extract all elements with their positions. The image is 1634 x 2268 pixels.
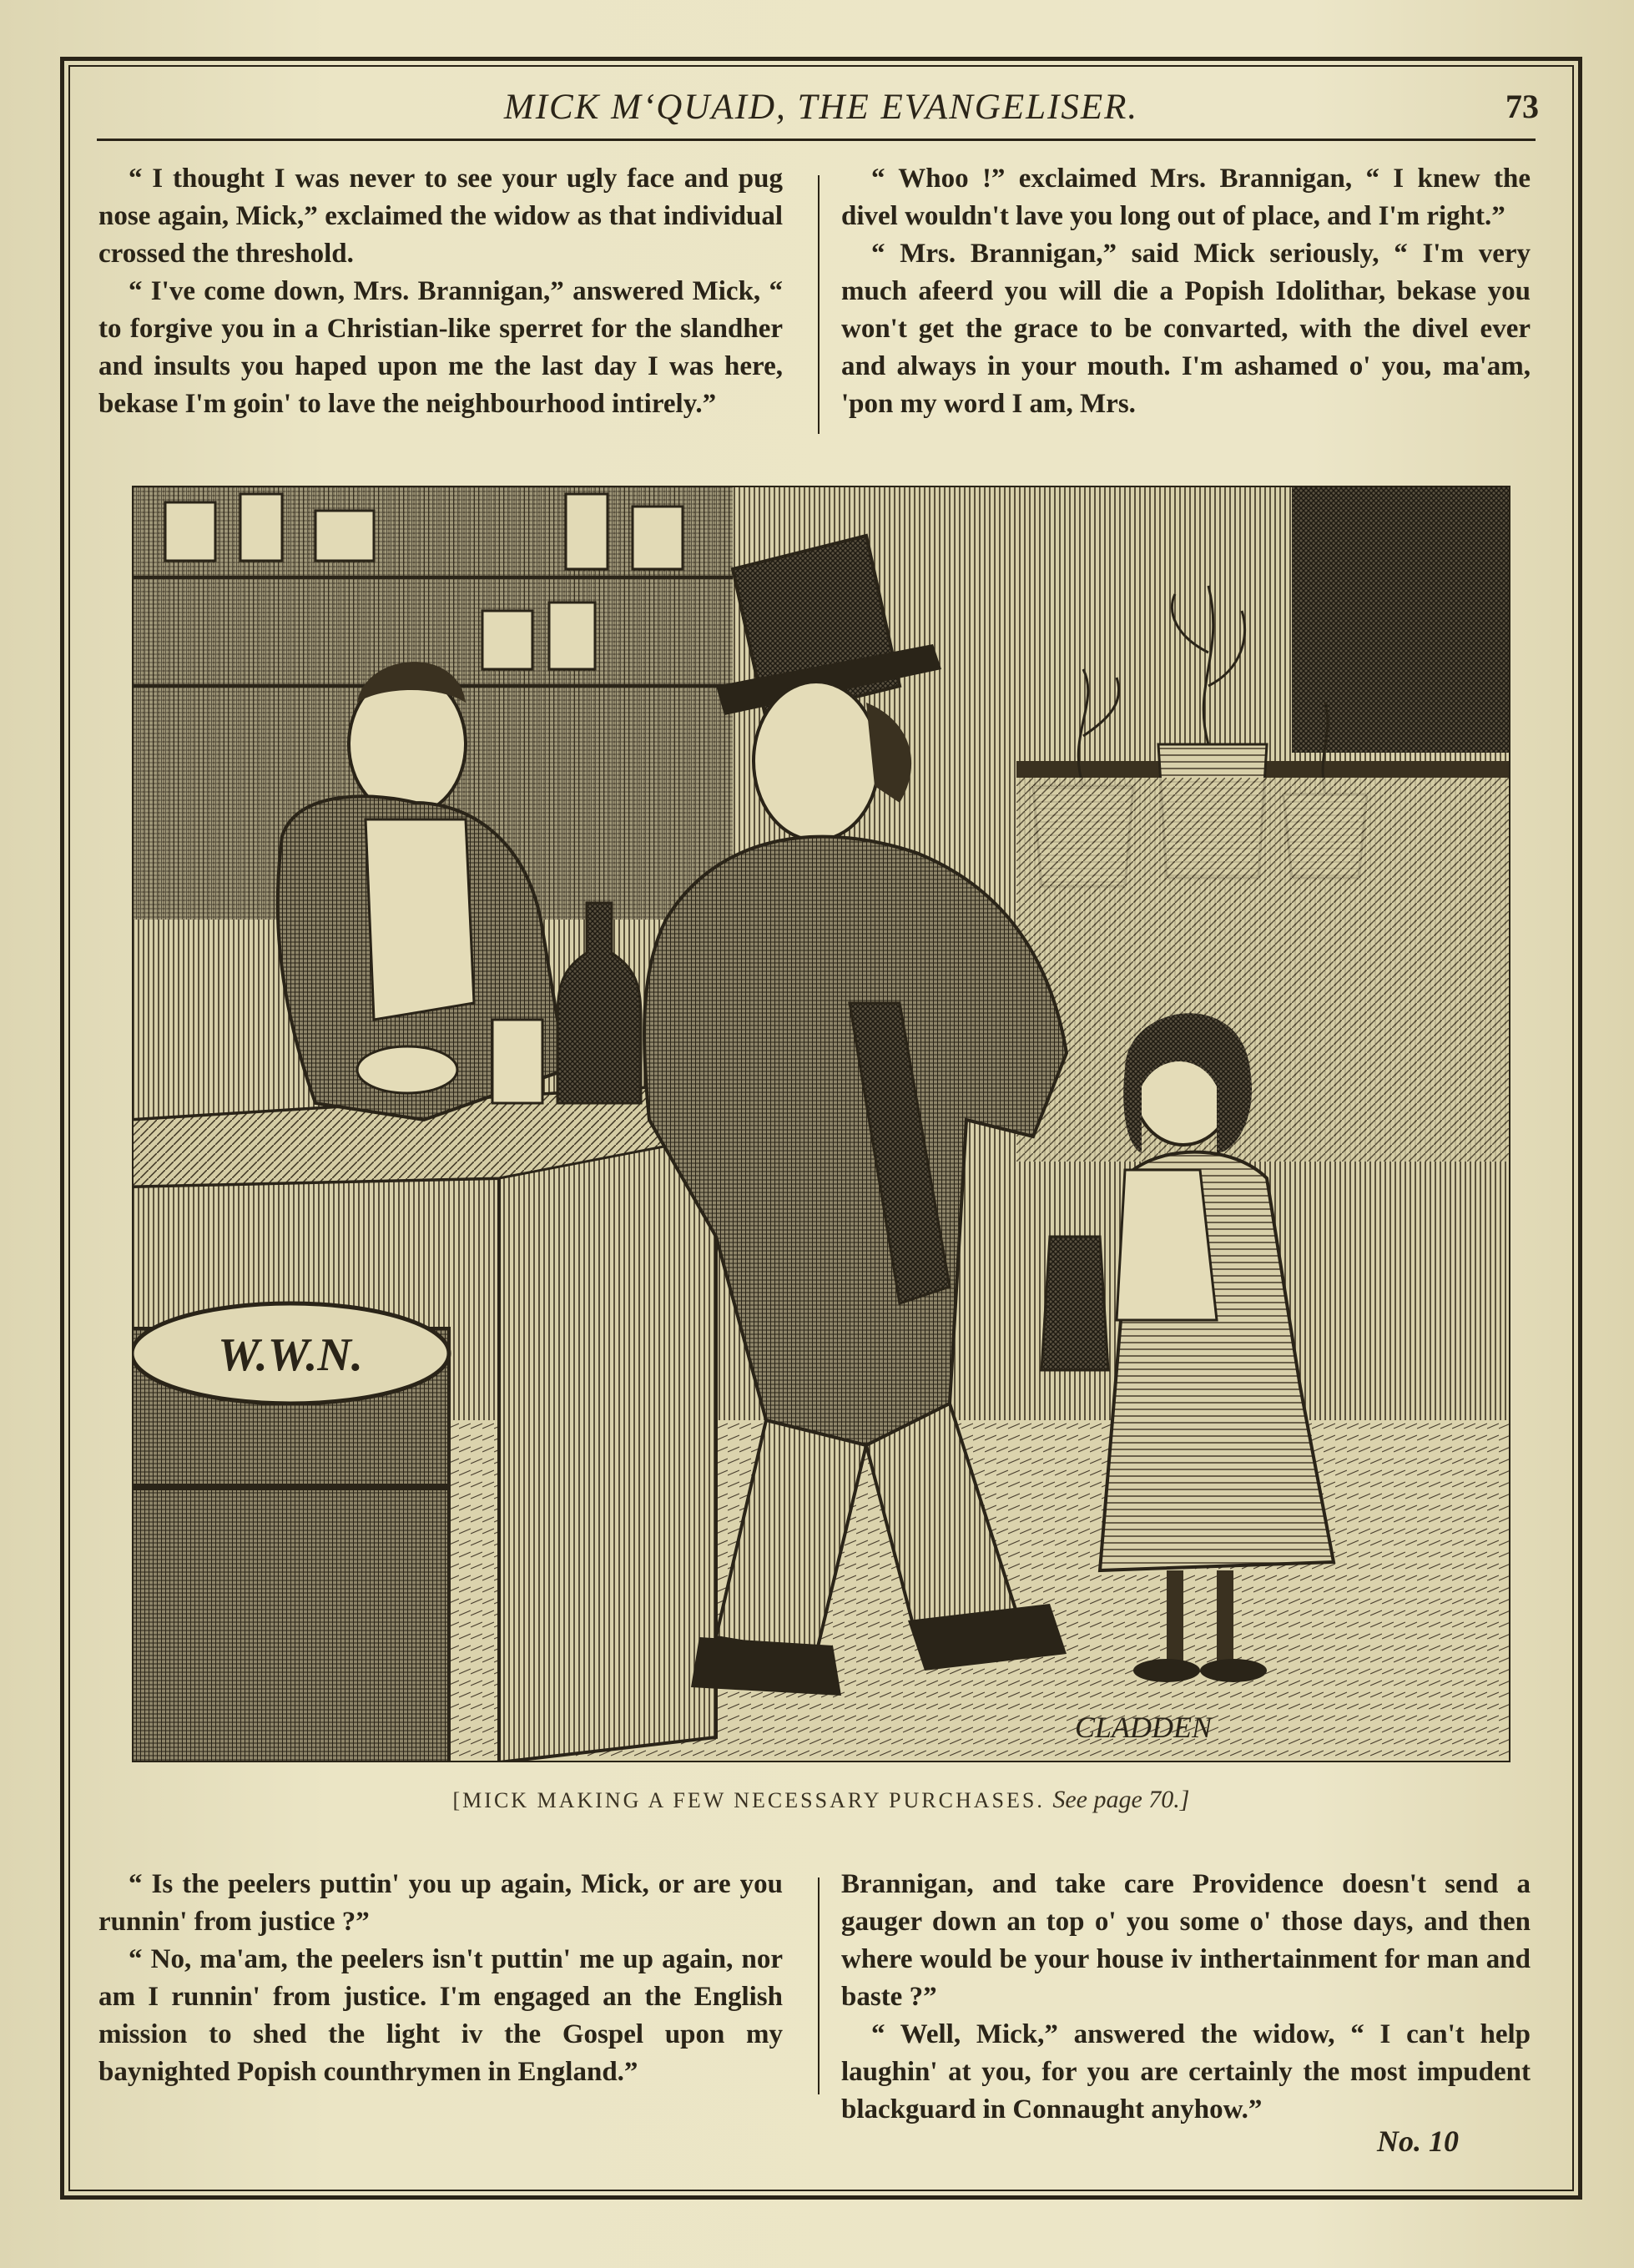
column-divider (818, 1877, 820, 2094)
paragraph: “ No, ma'am, the peelers isn't puttin' me up again, nor am I runnin' from justice. I'm engaged an the English mission to shed the light iv the Gospel upon my baynighted Popish counthrymen in England.” (98, 1944, 783, 2087)
caption-text: [MICK MAKING A FEW NECESSARY PURCHASES. (452, 1788, 1045, 1812)
paragraph: “ Well, Mick,” answered the widow, “ I can't help laughin' at you, for you are certainly the most impudent blackguard in Connaught anyhow.” (841, 2019, 1531, 2124)
caption-page-ref: See page 70.] (1052, 1786, 1190, 1813)
paragraph: “ Whoo !” exclaimed Mrs. Brannigan, “ I knew the divel wouldn't lave you long out of place, and I'm right.” (841, 164, 1531, 231)
running-head (68, 80, 1574, 139)
paragraph: Brannigan, and take care Providence doesn't send a gauger down an top o' you some o' those days, and then where would be your house iv inthertainment for man and baste ?” (841, 1869, 1531, 2012)
paragraph: “ I've come down, Mrs. Brannigan,” answered Mick, “ to forgive you in a Christian-like sperret for the slandher and insults you haped upon me the last day I was here, bekase I'm goin' to lave the neighbourhood intirely.” (98, 276, 783, 419)
engraver-signature: CLADDEN (1075, 1711, 1213, 1744)
illustration-caption (132, 1786, 1510, 1814)
window (1292, 486, 1510, 753)
paragraph: “ Mrs. Brannigan,” said Mick seriously, “ I'm very much afeerd you will die a Popish Idolithar, bekase you won't get the grace to be convarted, with the divel ever and always in your mouth. I'm ashamed o' you, ma'am, 'pon my word I am, Mrs. (841, 239, 1531, 419)
issue-number: No. 10 (1377, 2124, 1459, 2158)
bottom-left-column (98, 1866, 783, 2091)
bottom-right-column (841, 1866, 1531, 2129)
paragraph: “ I thought I was never to see your ugly face and pug nose again, Mick,” exclaimed the widow as that individual crossed the threshold. (98, 164, 783, 269)
top-left-column (98, 160, 783, 423)
column-divider (818, 175, 820, 434)
barrel-mark: W.W.N. (218, 1329, 363, 1381)
barrel (132, 1303, 449, 1762)
header-rule (97, 139, 1536, 141)
back-wall (1016, 778, 1510, 1162)
page-number: 73 (1505, 88, 1539, 125)
engraving-illustration (132, 486, 1510, 1762)
top-right-column (841, 160, 1531, 423)
paragraph: “ Is the peelers puttin' you up again, Mick, or are you runnin' from justice ?” (98, 1869, 783, 1937)
running-title: MICK M‘QUAID, THE EVANGELISER. (503, 88, 1139, 127)
